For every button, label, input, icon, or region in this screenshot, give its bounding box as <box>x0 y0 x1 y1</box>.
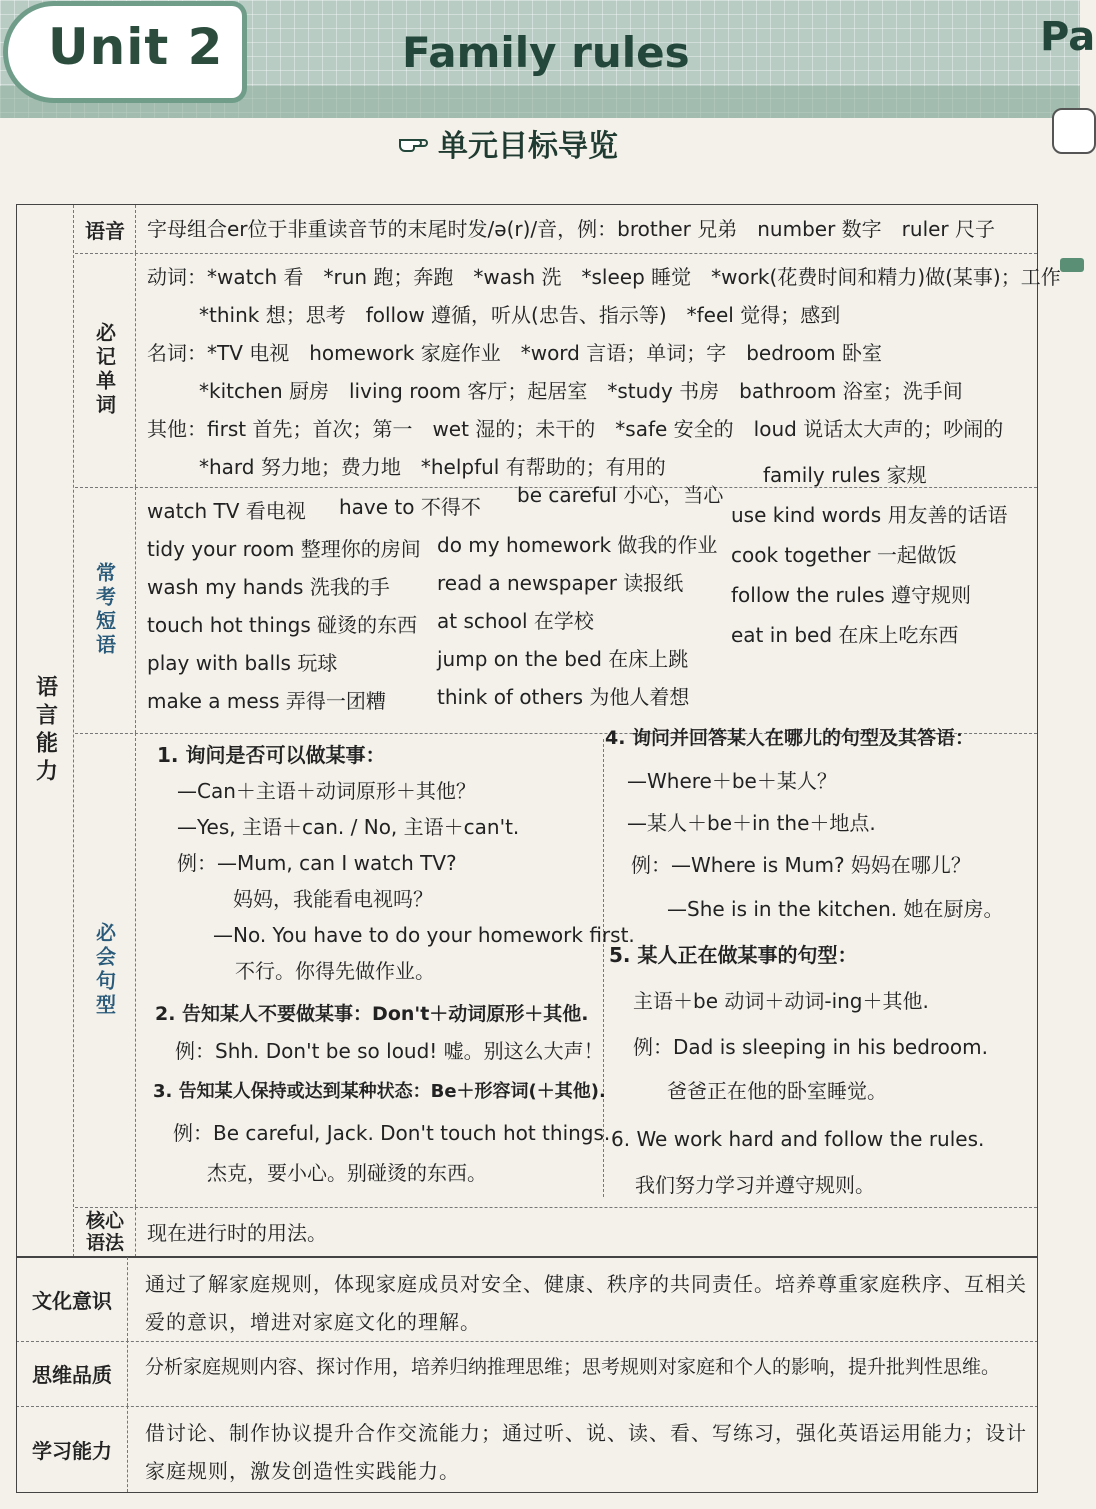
pronunciation-label-cell <box>75 205 136 253</box>
sentence-line: 例：—Where is Mum? 妈妈在哪儿？ <box>631 853 971 877</box>
corner-box <box>1052 108 1096 154</box>
header-banner <box>0 0 1096 118</box>
next-page-tab: Pa <box>1040 14 1096 60</box>
sentence-heading: 2. 告知某人不要做某事：Don't＋动词原形＋其他. <box>155 1003 589 1025</box>
grammar-label-cell <box>75 1207 136 1257</box>
sentence-line: 不行。你得先做作业。 <box>235 959 435 983</box>
pronunciation-text: 字母组合er位于非重读音节的末尾时发/ə(r)/音，例：brother 兄弟 number 数字 ruler 尺子 <box>147 217 996 241</box>
vocabulary-row <box>75 253 1061 488</box>
sentence-line: 我们努力学习并遵守规则。 <box>635 1173 875 1197</box>
phrase-item: use kind words 用友善的话语 <box>731 503 1008 527</box>
pronunciation-row <box>75 205 1037 254</box>
sentences-row <box>75 727 1037 1208</box>
sentences-label: 必会句型 <box>92 922 117 1018</box>
vocab-line: 动词：*watch 看 *run 跑；奔跑 *wash 洗 *sleep 睡觉 *work(花费时间和精力)做(某事)；工作 <box>147 265 1061 289</box>
sentence-line: 例：Shh. Don't be so loud! 嘘。别这么大声！ <box>175 1039 604 1063</box>
sentence-line: —某人＋be＋in the＋地点. <box>627 811 876 835</box>
sentence-line: 杰克，要小心。别碰烫的东西。 <box>207 1161 487 1185</box>
sentence-line: 例：Be careful, Jack. Don't touch hot things. <box>173 1121 611 1145</box>
sentence-line: 爸爸正在他的卧室睡觉。 <box>667 1079 887 1103</box>
grammar-text: 现在进行时的用法。 <box>147 1221 327 1245</box>
grammar-label: 核心语法 <box>85 1210 124 1254</box>
sentence-line: —She is in the kitchen. 她在厨房。 <box>667 897 1004 921</box>
phrase-item: read a newspaper 读报纸 <box>437 571 684 595</box>
phrase-item: have to 不得不 <box>339 495 481 519</box>
section-title: 单元目标导览 <box>438 129 618 164</box>
vocab-line: 名词：*TV 电视 homework 家庭作业 *word 言语；单词；字 bedroom 卧室 <box>147 341 883 365</box>
sentence-line: 妈妈，我能看电视吗？ <box>233 887 433 911</box>
phrases-label-cell <box>75 487 136 733</box>
phrase-item: do my homework 做我的作业 <box>437 533 718 557</box>
phrase-item: eat in bed 在床上吃东西 <box>731 623 959 647</box>
culture-row <box>16 1256 1038 1342</box>
section-heading <box>398 120 618 166</box>
phrase-item: tidy your room 整理你的房间 <box>147 537 421 561</box>
phrase-item: be careful 小心，当心 <box>517 483 724 507</box>
vocab-line: *hard 努力地；费力地 *helpful 有帮助的；有用的 <box>199 455 666 479</box>
vocab-line: 其他：first 首先；首次；第一 wet 湿的；未干的 *safe 安全的 loud 说话太大声的；吵闹的 <box>147 417 1004 441</box>
unit-title: Family rules <box>402 28 690 77</box>
sentence-heading: 1. 询问是否可以做某事： <box>157 743 386 767</box>
phrase-item: follow the rules 遵守规则 <box>731 583 972 607</box>
phrase-item: family rules 家规 <box>763 463 927 487</box>
learning-text: 借讨论、制作协议提升合作交流能力；通过听、说、读、看、写练习，强化英语运用能力；设计家庭规则，激发创造性实践能力。 <box>145 1421 1027 1483</box>
vocab-line: *think 想；思考 follow 遵循，听从(忠告、指示等) *feel 觉得；感到 <box>199 303 841 327</box>
grammar-row <box>75 1207 1037 1257</box>
side-mark <box>1060 258 1084 272</box>
thinking-text: 分析家庭规则内容、探讨作用，培养归纳推理思维；思考规则对家庭和个人的影响，提升批判性思维。 <box>145 1356 1001 1378</box>
sentence-line: 6. We work hard and follow the rules. <box>611 1127 985 1151</box>
culture-label: 文化意识 <box>17 1257 128 1341</box>
phrase-item: cook together 一起做饭 <box>731 543 957 567</box>
sentence-line: 例：—Mum, can I watch TV? <box>177 851 457 875</box>
phrase-item: touch hot things 碰烫的东西 <box>147 613 418 637</box>
lang-ability-column <box>17 205 74 1257</box>
thinking-row <box>16 1340 1038 1407</box>
sentence-line: —Yes, 主语＋can. / No, 主语＋can't. <box>177 815 520 839</box>
sentence-heading: 5. 某人正在做某事的句型： <box>609 943 858 967</box>
sentence-line: —Where＋be＋某人？ <box>627 769 837 793</box>
phrase-item: wash my hands 洗我的手 <box>147 575 390 599</box>
thinking-label: 思维品质 <box>17 1340 128 1406</box>
sentence-line: 例：Dad is sleeping in his bedroom. <box>633 1035 988 1059</box>
phrase-item: jump on the bed 在床上跳 <box>437 647 689 671</box>
phrase-item: make a mess 弄得一团糟 <box>147 689 386 713</box>
vocabulary-label: 必记单词 <box>92 322 117 418</box>
learning-label: 学习能力 <box>17 1406 128 1492</box>
phrase-item: at school 在学校 <box>437 609 594 633</box>
sentence-heading: 4. 询问并回答某人在哪儿的句型及其答语： <box>605 727 975 749</box>
phrases-label: 常考短语 <box>92 562 117 658</box>
pointing-hand-icon <box>398 128 432 158</box>
sentence-line: —Can＋主语＋动词原形＋其他？ <box>177 779 476 803</box>
vocab-line: *kitchen 厨房 living room 客厅；起居室 *study 书房 bathroom 浴室；洗手间 <box>199 379 963 403</box>
culture-text: 通过了解家庭规则，体现家庭成员对安全、健康、秩序的共同责任。培养尊重家庭秩序、互相关爱的意识，增进对家庭文化的理解。 <box>145 1272 1027 1334</box>
lang-ability-label: 语言能力 <box>32 675 58 787</box>
learning-row <box>16 1406 1038 1493</box>
sentence-heading: 3. 告知某人保持或达到某种状态：Be＋形容词(＋其他). <box>153 1081 606 1102</box>
unit-label: Unit 2 <box>48 18 224 76</box>
phrase-item: play with balls 玩球 <box>147 651 338 675</box>
goal-table <box>16 204 1061 1258</box>
phrase-item: think of others 为他人着想 <box>437 685 690 709</box>
vocabulary-label-cell <box>75 253 136 487</box>
phrase-item: watch TV 看电视 <box>147 499 306 523</box>
sentences-label-cell <box>75 733 136 1207</box>
sentence-line: 主语＋be 动词＋动词-ing＋其他. <box>633 989 929 1013</box>
pronunciation-label: 语音 <box>85 218 125 243</box>
sentence-line: —No. You have to do your homework first. <box>213 923 635 947</box>
